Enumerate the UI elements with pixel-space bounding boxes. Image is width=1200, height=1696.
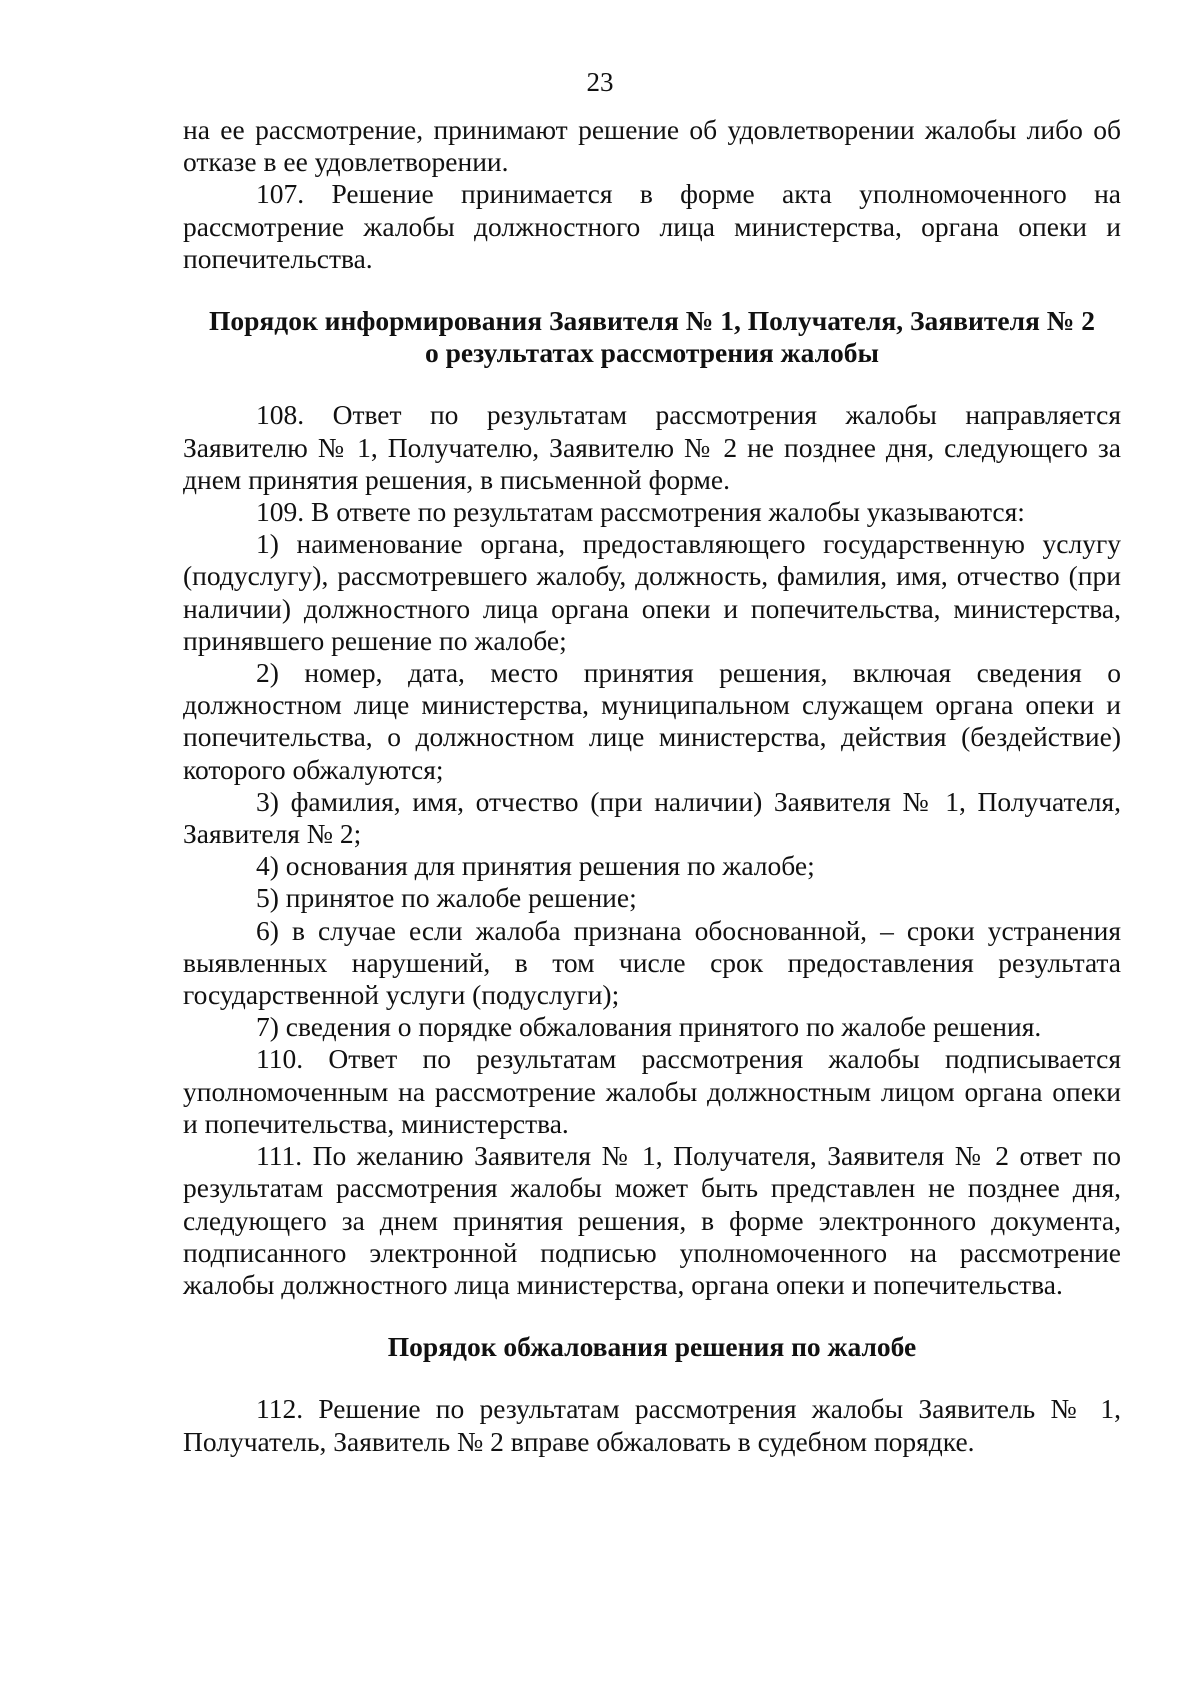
page-number: 23 (586, 67, 614, 97)
section-heading-informing-line1: Порядок информирования Заявителя № 1, Получателя, Заявителя № 2 (208, 305, 1096, 337)
list-item-1: 1) наименование органа, предоставляющего государственную услугу (подуслугу), рассмотревшего жалобу, должность, фамилия, имя, отчество (при наличии) должностного лица органа опеки и попечительства, министерства, принявшего решение по жалобе; (183, 528, 1121, 656)
section-heading-appeal: Порядок обжалования решения по жалобе (387, 1331, 917, 1363)
paragraph-108: 108. Ответ по результатам рассмотрения жалобы направляется Заявителю № 1, Получателю, Заявителю № 2 не позднее дня, следующего за днем принятия решения, в письменной форме. (183, 399, 1121, 495)
list-item-2: 2) номер, дата, место принятия решения, включая сведения о должностном лице министерства, муниципальном служащем органа опеки и попечительства, о должностном лице министерства, действия (бездействие) которого обжалуются; (183, 657, 1121, 785)
document-body (183, 114, 1121, 1458)
spacer (183, 1363, 1121, 1393)
spacer (183, 369, 1121, 399)
paragraph-109: 109. В ответе по результатам рассмотрения жалобы указываются: (256, 496, 1025, 528)
paragraph-107: 107. Решение принимается в форме акта уполномоченного на рассмотрение жалобы должностного лица министерства, органа опеки и попечительства. (183, 178, 1121, 274)
paragraph-111: 111. По желанию Заявителя № 1, Получателя, Заявителя № 2 ответ по результатам рассмотрения жалобы может быть представлен не позднее дня, следующего за днем принятия решения, в форме электронного документа, подписанного электронной подписью уполномоченного на рассмотрение жалобы должностного лица министерства, органа опеки и попечительства. (183, 1140, 1121, 1300)
paragraph-continuation: на ее рассмотрение, принимают решение об удовлетворении жалобы либо об отказе в ее удовлетворении. (183, 114, 1121, 178)
spacer (183, 1301, 1121, 1331)
list-item-7: 7) сведения о порядке обжалования принятого по жалобе решения. (256, 1011, 1042, 1043)
section-heading-informing-line2: о результатах рассмотрения жалобы (424, 337, 880, 369)
list-item-5: 5) принятое по жалобе решение; (256, 882, 637, 914)
spacer (183, 275, 1121, 305)
list-item-3: 3) фамилия, имя, отчество (при наличии) Заявителя № 1, Получателя, Заявителя № 2; (183, 785, 1121, 850)
list-item-4: 4) основания для принятия решения по жалобе; (256, 850, 815, 882)
paragraph-110: 110. Ответ по результатам рассмотрения жалобы подписывается уполномоченным на рассмотрение жалобы должностным лицом органа опеки и попечительства, министерства. (183, 1043, 1121, 1139)
list-item-6: 6) в случае если жалоба признана обоснованной, – сроки устранения выявленных нарушений, в том числе срок предоставления результата государственной услуги (подуслуги); (183, 914, 1121, 1011)
paragraph-112: 112. Решение по результатам рассмотрения жалобы Заявитель № 1, Получатель, Заявитель № 2 вправе обжаловать в судебном порядке. (183, 1393, 1121, 1457)
